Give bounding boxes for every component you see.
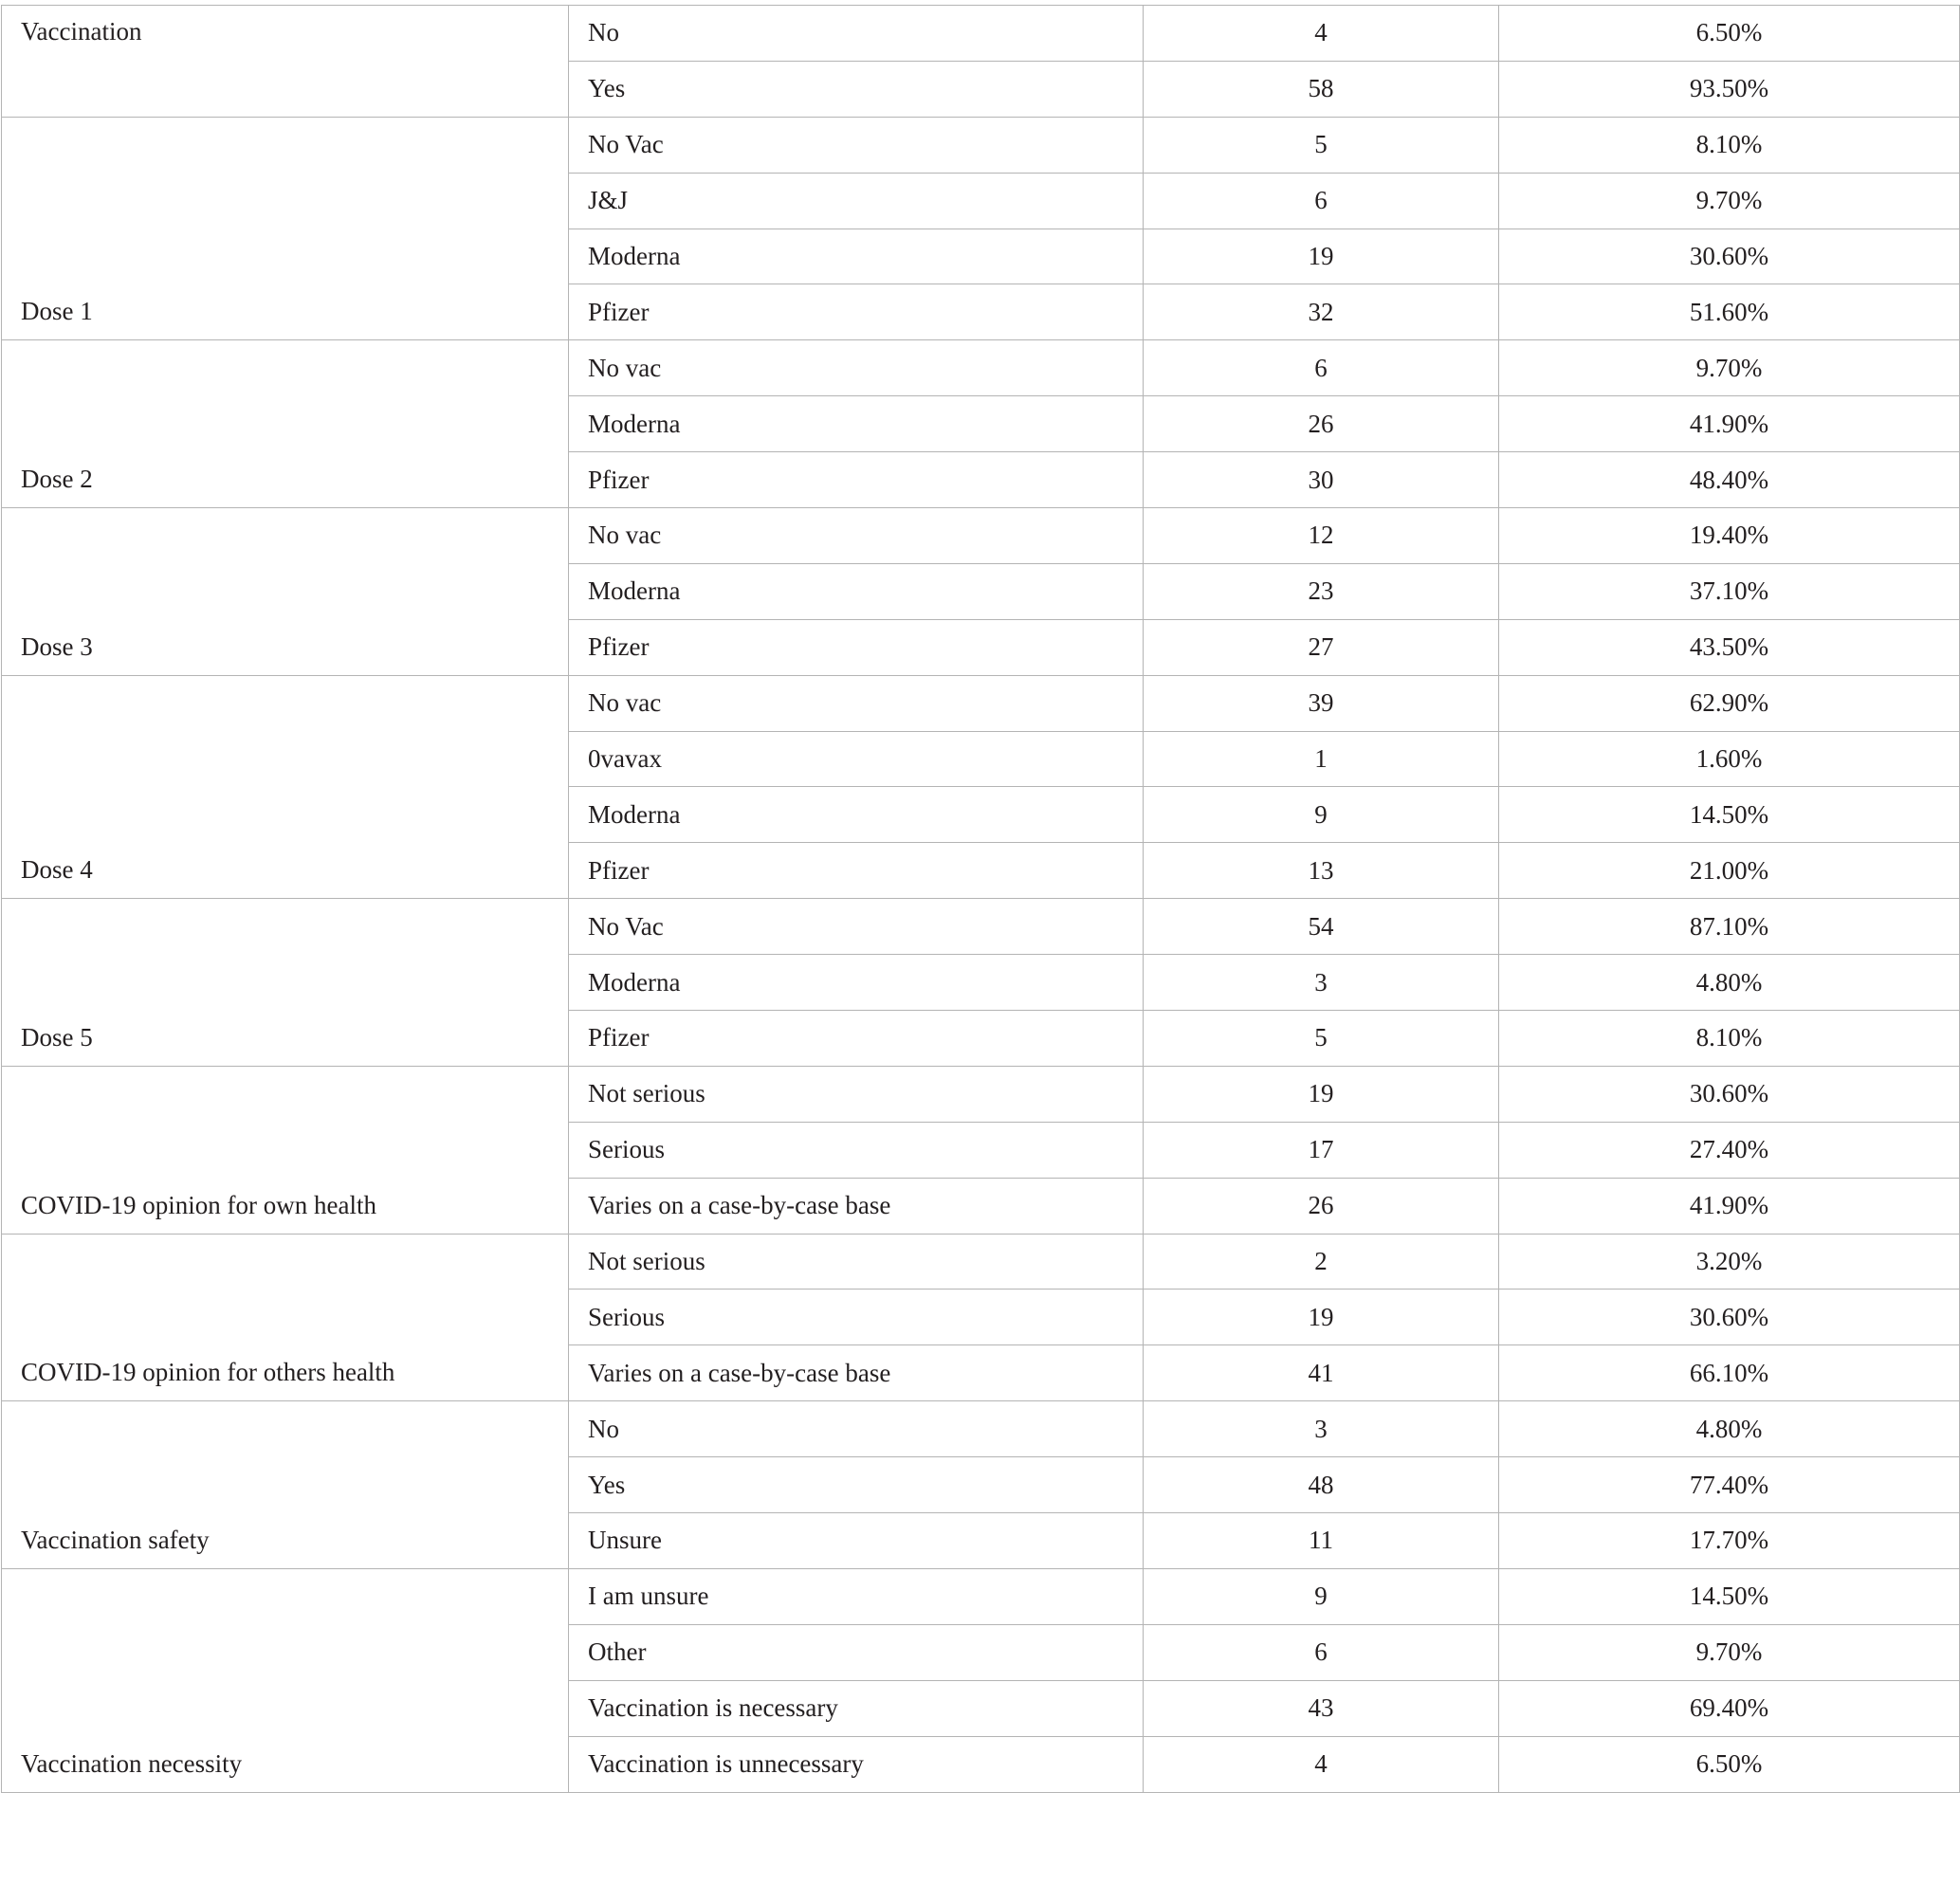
table-row [2, 6, 1960, 62]
percent-cell: 19.40% [1499, 508, 1960, 564]
group-label-cell: COVID-19 opinion for others health [2, 1234, 569, 1401]
response-cell: Serious [569, 1290, 1144, 1345]
count-cell: 19 [1144, 229, 1499, 284]
response-cell: Varies on a case-by-case base [569, 1345, 1144, 1401]
response-cell: Pfizer [569, 619, 1144, 675]
response-cell: I am unsure [569, 1568, 1144, 1624]
percent-cell: 87.10% [1499, 899, 1960, 955]
percent-cell: 3.20% [1499, 1234, 1960, 1290]
table-row [2, 340, 1960, 396]
table-row [2, 1568, 1960, 1624]
count-cell: 3 [1144, 955, 1499, 1011]
response-cell: No Vac [569, 117, 1144, 173]
count-cell: 9 [1144, 787, 1499, 843]
table-row [2, 675, 1960, 731]
count-cell: 58 [1144, 61, 1499, 117]
response-cell: Unsure [569, 1513, 1144, 1569]
count-cell: 27 [1144, 619, 1499, 675]
count-cell: 19 [1144, 1290, 1499, 1345]
response-cell: Moderna [569, 955, 1144, 1011]
percent-cell: 9.70% [1499, 340, 1960, 396]
percent-cell: 30.60% [1499, 229, 1960, 284]
response-cell: Vaccination is necessary [569, 1680, 1144, 1736]
table-row [2, 1066, 1960, 1122]
percent-cell: 30.60% [1499, 1290, 1960, 1345]
response-cell: Serious [569, 1122, 1144, 1178]
response-cell: Varies on a case-by-case base [569, 1178, 1144, 1234]
table-row [2, 508, 1960, 564]
count-cell: 41 [1144, 1345, 1499, 1401]
count-cell: 19 [1144, 1066, 1499, 1122]
count-cell: 4 [1144, 6, 1499, 62]
percent-cell: 9.70% [1499, 173, 1960, 229]
response-cell: No [569, 6, 1144, 62]
count-cell: 39 [1144, 675, 1499, 731]
response-cell: Yes [569, 1457, 1144, 1513]
count-cell: 5 [1144, 117, 1499, 173]
response-cell: Pfizer [569, 452, 1144, 508]
group-label-cell: Dose 2 [2, 340, 569, 508]
group-label-cell: Dose 4 [2, 675, 569, 899]
response-cell: No vac [569, 508, 1144, 564]
count-cell: 6 [1144, 173, 1499, 229]
group-label-cell: COVID-19 opinion for own health [2, 1066, 569, 1234]
percent-cell: 4.80% [1499, 1401, 1960, 1457]
group-label-cell: Dose 1 [2, 117, 569, 340]
percent-cell: 69.40% [1499, 1680, 1960, 1736]
percent-cell: 14.50% [1499, 1568, 1960, 1624]
percent-cell: 93.50% [1499, 61, 1960, 117]
percent-cell: 9.70% [1499, 1624, 1960, 1680]
count-cell: 54 [1144, 899, 1499, 955]
response-cell: No [569, 1401, 1144, 1457]
response-cell: Not serious [569, 1234, 1144, 1290]
response-cell: Moderna [569, 396, 1144, 452]
group-label-cell: Vaccination necessity [2, 1568, 569, 1792]
count-cell: 32 [1144, 284, 1499, 340]
response-cell: Pfizer [569, 843, 1144, 899]
group-label-cell: Dose 5 [2, 899, 569, 1067]
count-cell: 2 [1144, 1234, 1499, 1290]
count-cell: 43 [1144, 1680, 1499, 1736]
response-cell: Pfizer [569, 284, 1144, 340]
response-cell: Pfizer [569, 1011, 1144, 1067]
response-cell: Moderna [569, 563, 1144, 619]
percent-cell: 66.10% [1499, 1345, 1960, 1401]
count-cell: 17 [1144, 1122, 1499, 1178]
percent-cell: 1.60% [1499, 731, 1960, 787]
percent-cell: 21.00% [1499, 843, 1960, 899]
percent-cell: 48.40% [1499, 452, 1960, 508]
percent-cell: 62.90% [1499, 675, 1960, 731]
percent-cell: 30.60% [1499, 1066, 1960, 1122]
count-cell: 23 [1144, 563, 1499, 619]
group-label-cell: Dose 3 [2, 508, 569, 676]
percent-cell: 6.50% [1499, 6, 1960, 62]
count-cell: 11 [1144, 1513, 1499, 1569]
response-cell: Other [569, 1624, 1144, 1680]
table-row [2, 1401, 1960, 1457]
percent-cell: 77.40% [1499, 1457, 1960, 1513]
table-body [2, 6, 1960, 1793]
table-row [2, 899, 1960, 955]
count-cell: 5 [1144, 1011, 1499, 1067]
count-cell: 26 [1144, 396, 1499, 452]
percent-cell: 4.80% [1499, 955, 1960, 1011]
percent-cell: 37.10% [1499, 563, 1960, 619]
count-cell: 30 [1144, 452, 1499, 508]
percent-cell: 41.90% [1499, 396, 1960, 452]
response-cell: Yes [569, 61, 1144, 117]
percent-cell: 41.90% [1499, 1178, 1960, 1234]
count-cell: 6 [1144, 1624, 1499, 1680]
response-cell: No vac [569, 340, 1144, 396]
table-row [2, 1234, 1960, 1290]
count-cell: 6 [1144, 340, 1499, 396]
group-label-cell: Vaccination safety [2, 1401, 569, 1569]
count-cell: 12 [1144, 508, 1499, 564]
percent-cell: 27.40% [1499, 1122, 1960, 1178]
response-cell: Moderna [569, 787, 1144, 843]
table-row [2, 117, 1960, 173]
count-cell: 1 [1144, 731, 1499, 787]
count-cell: 48 [1144, 1457, 1499, 1513]
response-cell: 0vavax [569, 731, 1144, 787]
response-cell: J&J [569, 173, 1144, 229]
count-cell: 26 [1144, 1178, 1499, 1234]
response-cell: Not serious [569, 1066, 1144, 1122]
percent-cell: 14.50% [1499, 787, 1960, 843]
percent-cell: 17.70% [1499, 1513, 1960, 1569]
count-cell: 3 [1144, 1401, 1499, 1457]
group-label-cell: Vaccination [2, 6, 569, 118]
response-cell: Moderna [569, 229, 1144, 284]
response-cell: No Vac [569, 899, 1144, 955]
response-cell: Vaccination is unnecessary [569, 1736, 1144, 1792]
percent-cell: 51.60% [1499, 284, 1960, 340]
percent-cell: 8.10% [1499, 117, 1960, 173]
count-cell: 9 [1144, 1568, 1499, 1624]
percent-cell: 6.50% [1499, 1736, 1960, 1792]
response-cell: No vac [569, 675, 1144, 731]
count-cell: 4 [1144, 1736, 1499, 1792]
count-cell: 13 [1144, 843, 1499, 899]
vaccination-data-table [1, 5, 1960, 1793]
percent-cell: 43.50% [1499, 619, 1960, 675]
percent-cell: 8.10% [1499, 1011, 1960, 1067]
